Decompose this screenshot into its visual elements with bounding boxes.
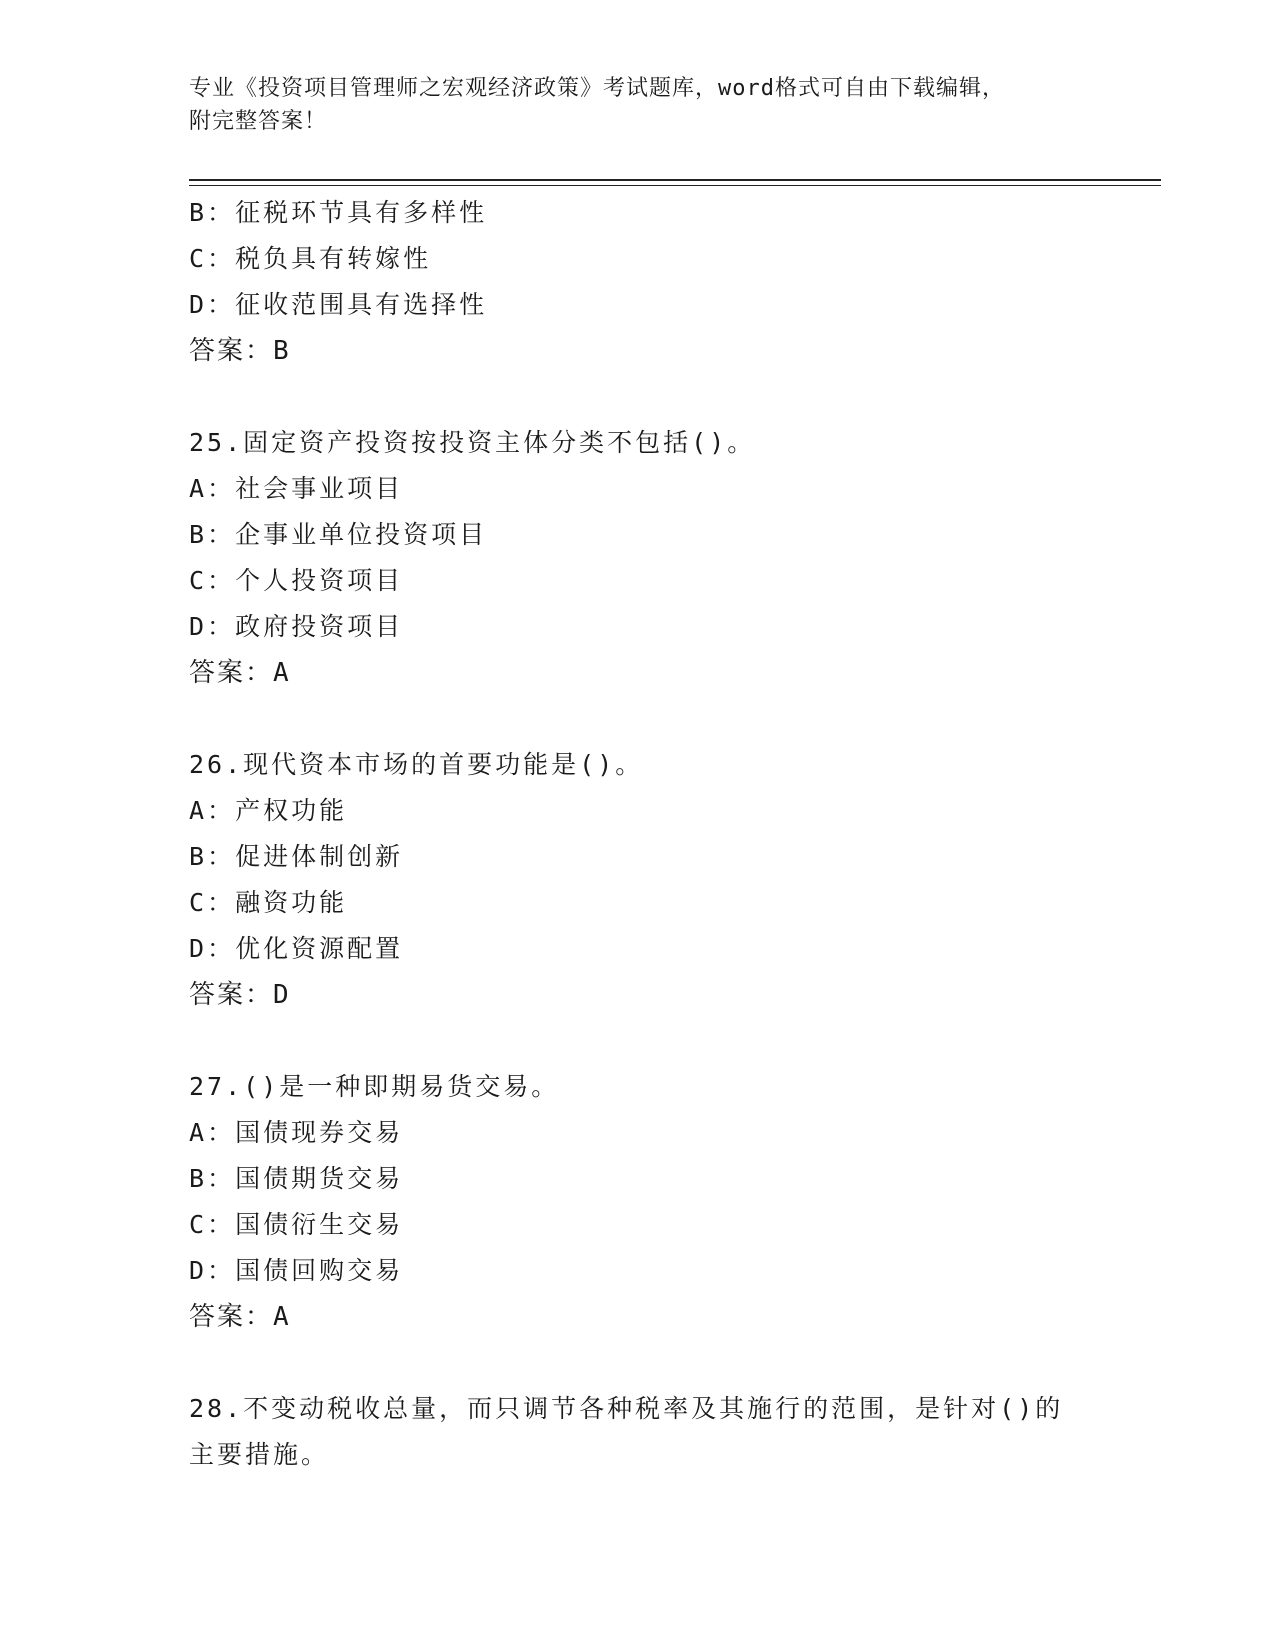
option-b xyxy=(189,512,1089,558)
header-line-2: 附完整答案！ xyxy=(189,109,328,134)
option-d xyxy=(189,604,1089,650)
option-letter: A： xyxy=(189,1118,236,1147)
option-text: 社会事业项目 xyxy=(235,474,404,503)
option-text: 产权功能 xyxy=(235,796,348,825)
spacer xyxy=(189,696,1089,742)
spacer xyxy=(189,374,1089,420)
option-text: 促进体制创新 xyxy=(235,842,404,871)
option-c xyxy=(189,1202,1089,1248)
option-text: 国债期货交易 xyxy=(235,1164,404,1193)
option-letter: D： xyxy=(189,290,236,319)
option-letter: D： xyxy=(189,612,236,641)
option-text: 国债衍生交易 xyxy=(235,1210,404,1239)
option-text: 国债现券交易 xyxy=(235,1118,404,1147)
option-b xyxy=(189,190,1089,236)
option-letter: B： xyxy=(189,1164,236,1193)
answer-value: A xyxy=(273,1302,291,1332)
header-divider-thick xyxy=(189,179,1161,181)
answer-label: 答案： xyxy=(189,980,274,1010)
question-stem: 25.固定资产投资按投资主体分类不包括()。 xyxy=(189,428,756,457)
option-c xyxy=(189,558,1089,604)
option-letter: B： xyxy=(189,842,236,871)
answer-line xyxy=(189,650,1089,696)
question-block-27 xyxy=(189,1064,1089,1340)
answer-value: B xyxy=(273,336,291,366)
question-stem-line-1: 28.不变动税收总量，而只调节各种税率及其施行的范围，是针对()的 xyxy=(189,1394,1064,1423)
option-letter: C： xyxy=(189,1210,236,1239)
option-a xyxy=(189,466,1089,512)
option-letter: B： xyxy=(189,520,236,549)
question-list xyxy=(189,190,1089,1478)
spacer xyxy=(189,1018,1089,1064)
option-text: 企事业单位投资项目 xyxy=(235,520,488,549)
question-block-partial xyxy=(189,190,1089,374)
option-letter: A： xyxy=(189,796,236,825)
document-header xyxy=(189,72,1089,138)
header-divider-thin xyxy=(189,185,1161,186)
option-d xyxy=(189,1248,1089,1294)
option-letter: C： xyxy=(189,888,236,917)
option-letter: D： xyxy=(189,1256,236,1285)
answer-value: D xyxy=(273,980,291,1010)
option-text: 国债回购交易 xyxy=(235,1256,404,1285)
option-text: 税负具有转嫁性 xyxy=(235,244,432,273)
option-text: 征税环节具有多样性 xyxy=(235,198,488,227)
answer-label: 答案： xyxy=(189,658,274,688)
option-a xyxy=(189,788,1089,834)
question-block-25 xyxy=(189,420,1089,696)
option-text: 个人投资项目 xyxy=(235,566,404,595)
option-letter: C： xyxy=(189,566,236,595)
option-letter: A： xyxy=(189,474,236,503)
question-stem: 26.现代资本市场的首要功能是()。 xyxy=(189,750,644,779)
question-block-26 xyxy=(189,742,1089,1018)
option-text: 优化资源配置 xyxy=(235,934,404,963)
option-text: 融资功能 xyxy=(235,888,348,917)
answer-line xyxy=(189,328,1089,374)
answer-value: A xyxy=(273,658,291,688)
option-text: 政府投资项目 xyxy=(235,612,404,641)
option-letter: D： xyxy=(189,934,236,963)
answer-line xyxy=(189,1294,1089,1340)
option-c xyxy=(189,236,1089,282)
option-b xyxy=(189,1156,1089,1202)
answer-label: 答案： xyxy=(189,1302,274,1332)
option-c xyxy=(189,880,1089,926)
option-d xyxy=(189,282,1089,328)
option-a xyxy=(189,1110,1089,1156)
option-text: 征收范围具有选择性 xyxy=(235,290,488,319)
answer-line xyxy=(189,972,1089,1018)
option-d xyxy=(189,926,1089,972)
question-stem-line-2: 主要措施。 xyxy=(189,1440,330,1469)
option-b xyxy=(189,834,1089,880)
option-letter: C： xyxy=(189,244,236,273)
question-block-28 xyxy=(189,1386,1089,1478)
question-stem: 27.()是一种即期易货交易。 xyxy=(189,1072,560,1101)
answer-label: 答案： xyxy=(189,336,274,366)
spacer xyxy=(189,1340,1089,1386)
header-line-1: 专业《投资项目管理师之宏观经济政策》考试题库，word格式可自由下载编辑， xyxy=(189,76,1005,101)
option-letter: B： xyxy=(189,198,236,227)
